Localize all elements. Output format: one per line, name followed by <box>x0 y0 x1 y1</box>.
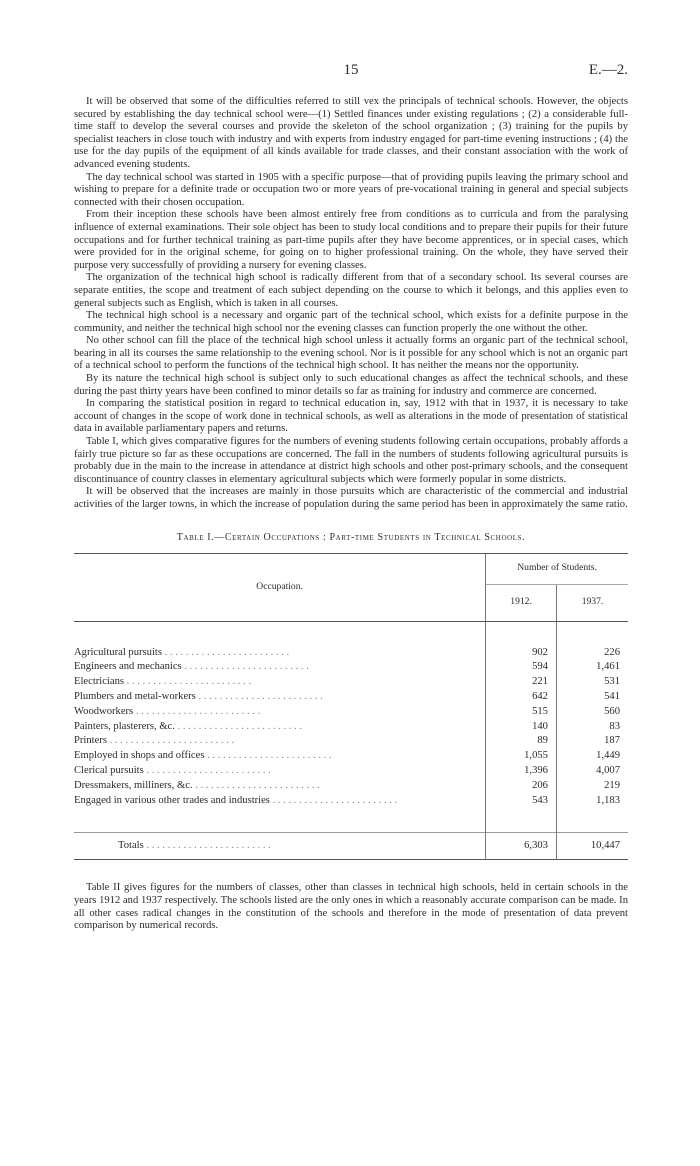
occupations-table <box>74 553 628 861</box>
page-number: 15 <box>343 62 359 78</box>
table-row <box>74 660 628 675</box>
value-1937: 83 <box>609 720 620 732</box>
occupation-label: Agricultural pursuits . . . . . . . . . . . . . . . . . . . . . . . . <box>74 646 486 661</box>
total-1912: 6,303 <box>486 833 557 860</box>
value-1912: 89 <box>486 734 557 749</box>
occupation-label: Plumbers and metal-workers . . . . . . . . . . . . . . . . . . . . . . . . <box>74 690 486 705</box>
table-row <box>74 779 628 794</box>
paragraph: Table II gives figures for the numbers of classes, other than classes in technical high schools, held in certain schools in the years 1912 and 1937 respectively. The schools listed are the only ones in which a reasonably accurate comparison can be made. In all other cases radical changes in the constitution of the schools and therefore in the mode of presentation of data prevent comparison by numerical records. <box>74 882 628 932</box>
table-row <box>74 720 628 735</box>
occupation-label: Engaged in various other trades and industries . . . . . . . . . . . . . . . . . . . . . . . . <box>74 794 486 809</box>
paragraph: From their inception these schools have been almost entirely free from conditions as to curricula and from the paralysing influence of external examinations. Their sole object has been to study local conditions and to prepare their pupils for their future occupations and for further technical training as part-time pupils after they have become apprentices, or in special cases, which were provided for in the original scheme, for going on to higher professional training. On the whole, they have served their purpose very successfully of providing a nursery for evening classes. <box>74 209 628 271</box>
table-row <box>74 794 628 809</box>
body-text <box>74 96 628 512</box>
value-1912: 594 <box>486 660 557 675</box>
value-1937: 1,449 <box>596 750 620 762</box>
paragraph: It will be observed that the increases are mainly in those pursuits which are characteristic of the commercial and industrial activities of the larger towns, in which the increase of population during the same period has been in approximately the same ratio. <box>74 486 628 510</box>
value-1937: 187 <box>604 735 620 747</box>
occupation-label: Clerical pursuits . . . . . . . . . . . . . . . . . . . . . . . . <box>74 764 486 779</box>
value-1937: 4,007 <box>596 764 620 776</box>
value-1937: 1,461 <box>596 661 620 673</box>
spacer-row <box>74 621 628 646</box>
table-row <box>74 749 628 764</box>
paragraph: By its nature the technical high school is subject only to such educational changes as affect the technical schools, and these during the past thirty years have been confined to minor details so far as training for industry and commerce are concerned. <box>74 373 628 397</box>
paragraph: The day technical school was started in 1905 with a specific purpose—that of providing pupils leaving the primary school and wishing to prepare for a definite trade or occupation two or more years of pre-vocational training in general and special subjects connected with their chosen occupation. <box>74 171 628 208</box>
value-1912: 140 <box>486 720 557 735</box>
occupation-header: Occupation. <box>74 553 486 621</box>
occupation-label: Electricians . . . . . . . . . . . . . . . . . . . . . . . . <box>74 675 486 690</box>
value-1912: 1,055 <box>486 749 557 764</box>
value-1912: 642 <box>486 690 557 705</box>
value-1912: 206 <box>486 779 557 794</box>
document-reference: E.—2. <box>588 62 628 78</box>
occupation-label: Printers . . . . . . . . . . . . . . . . . . . . . . . . <box>74 734 486 749</box>
paragraph: In comparing the statistical position in regard to technical education in, say, 1912 with that in 1937, it is necessary to take account of changes in the scope of work done in technical schools, as well as alterations in the mode of presentation of statistical data in available parliamentary papers and returns. <box>74 398 628 435</box>
year-1912-header: 1912. <box>486 584 557 621</box>
document-page <box>74 62 628 933</box>
paragraph: No other school can fill the place of the technical high school unless it actually forms an organic part of the technical school, bearing in all its courses the same relationship to the evening school. Nor is it possible for any school which is not an organic part of a technical school to perform the functions of the technical high school. It has neither the means nor the opportunity. <box>74 335 628 372</box>
value-1937: 541 <box>604 690 620 702</box>
table-row <box>74 764 628 779</box>
occupation-label: Employed in shops and offices . . . . . . . . . . . . . . . . . . . . . . . . <box>74 749 486 764</box>
occupation-label: Woodworkers . . . . . . . . . . . . . . . . . . . . . . . . <box>74 705 486 720</box>
paragraph: The organization of the technical high school is radically different from that of a secondary school. Its several courses are separate entities, the scope and treatment of each subject depending on the course to which it belongs, and this applies even to general subjects such as English, which is taken in all courses. <box>74 272 628 309</box>
value-1937: 1,183 <box>596 794 620 806</box>
occupation-label: Dressmakers, milliners, &c. . . . . . . . . . . . . . . . . . . . . . . . . <box>74 779 486 794</box>
totals-label: Totals . . . . . . . . . . . . . . . . . . . . . . . . <box>74 833 486 860</box>
paragraph: It will be observed that some of the difficulties referred to still vex the principals of technical schools. However, the objects secured by establishing the day technical school were—(1) Settled finances under existing regulations ; (2) a considerable full-time staff to develop the several courses and provide the skeleton of the school organization ; (3) training for the pupils by specialist teachers in close touch with industry and with experts from industry engaged for part-time evening instructions ; (4) the use for the day pupils of the equipment of all kinds available for trade classes, and their constant association with the work of advanced evening students. <box>74 96 628 170</box>
table-row <box>74 734 628 749</box>
table-row <box>74 690 628 705</box>
value-1912: 1,396 <box>486 764 557 779</box>
value-1912: 221 <box>486 675 557 690</box>
number-of-students-header: Number of Students. <box>486 553 628 584</box>
paragraph: Table I, which gives comparative figures for the numbers of evening students following certain occupations, probably affords a fairly true picture so far as these occupations are concerned. The fall in the numbers of students following agricultural pursuits is probably due in the main to the increase in attendance at district high schools and other post-primary schools, and the consequent discontinuance of country classes in elementary agricultural subjects which were formerly popular in some districts. <box>74 436 628 485</box>
spacer-row <box>74 808 628 833</box>
occupation-label: Engineers and mechanics . . . . . . . . . . . . . . . . . . . . . . . . <box>74 660 486 675</box>
value-1937: 226 <box>604 646 620 658</box>
value-1937: 219 <box>604 779 620 791</box>
totals-row <box>74 833 628 860</box>
value-1912: 543 <box>486 794 557 809</box>
occupation-label: Painters, plasterers, &c. . . . . . . . . . . . . . . . . . . . . . . . . <box>74 720 486 735</box>
table-row <box>74 705 628 720</box>
value-1912: 515 <box>486 705 557 720</box>
table-caption: Table I.—Certain Occupations : Part-time Students in Technical Schools. <box>176 531 526 543</box>
year-1937-header: 1937. <box>556 584 628 621</box>
value-1937: 531 <box>604 676 620 688</box>
value-1937: 560 <box>604 705 620 717</box>
page-header <box>74 62 628 88</box>
table-row <box>74 675 628 690</box>
closing-text <box>74 882 628 932</box>
total-1937: 10,447 <box>556 833 628 860</box>
value-1912: 902 <box>486 646 557 661</box>
table-row <box>74 646 628 661</box>
paragraph: The technical high school is a necessary and organic part of the technical school, which exists for a definite purpose in the community, and neither the technical high school nor the evening classes can function properly the one without the other. <box>74 310 628 334</box>
